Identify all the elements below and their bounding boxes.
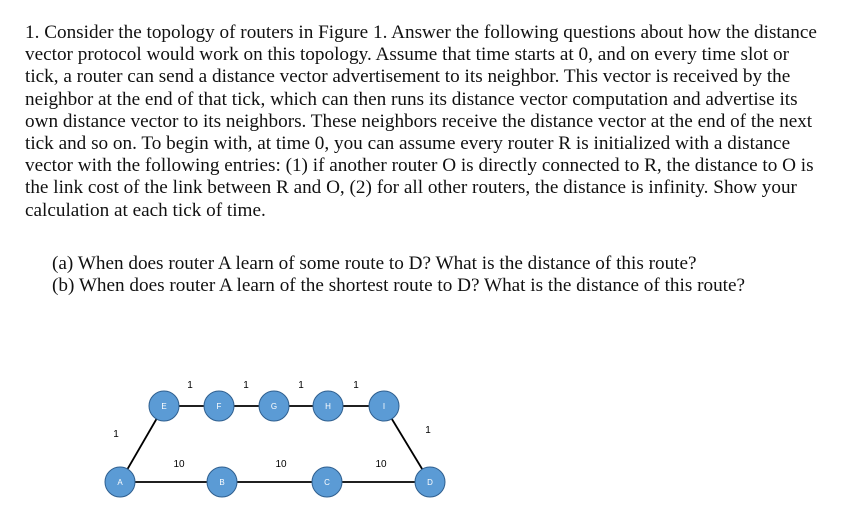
router-label-g: G [270,402,278,411]
router-node-i [369,391,399,421]
router-node-c [312,467,342,497]
router-node-h [313,391,343,421]
router-node-a [105,467,135,497]
router-label-e: E [161,402,167,411]
cost-label-h-i: 1 [353,380,359,391]
router-label-d: D [427,478,433,487]
cost-label-a-e: 1 [113,429,119,440]
router-label-i: I [382,402,386,411]
router-node-b [207,467,237,497]
router-label-f: F [216,402,222,411]
cost-label-f-g: 1 [243,380,249,391]
cost-label-a-b: 10 [173,459,185,470]
question-part-a: (a) When does router A learn of some route to D? What is the distance of this route? [52,253,697,274]
router-label-b: B [219,478,225,487]
router-node-d [415,467,445,497]
question-part-b: (b) When does router A learn of the shortest route to D? What is the distance of this route? [52,275,746,297]
router-label-h: H [325,402,331,411]
cost-label-c-d: 10 [375,459,387,470]
router-node-f [204,391,234,421]
cost-label-g-h: 1 [298,380,304,391]
router-node-g [259,391,289,421]
router-node-e [149,391,179,421]
cost-label-e-f: 1 [187,380,193,391]
question-text: 1. Consider the topology of routers in Figure 1. Answer the following questions about how the distance vector protocol would work on this topology. Assume that time starts at 0, and on every time slot or tick, a router can send a distance vector advertisement to its neighbor. This vector is received by the neighbor at the end of that tick, which can then runs its distance vector computation and advertise its own distance vector to its neighbors. These neighbors receive the distance vector at the end of the next tick and so on. To begin with, at time 0, you can assume every router R is initialized with a distance vector with the following entries: (1) if another router O is directly connected to R, the distance to O is the link cost of the link between R and O, (2) for all other routers, the distance is infinity. Show your calculation at each tick of time. [25,22,817,221]
cost-label-i-d: 1 [425,425,431,436]
router-label-a: A [117,478,123,487]
cost-label-b-c: 10 [275,459,287,470]
router-label-c: C [324,478,330,487]
